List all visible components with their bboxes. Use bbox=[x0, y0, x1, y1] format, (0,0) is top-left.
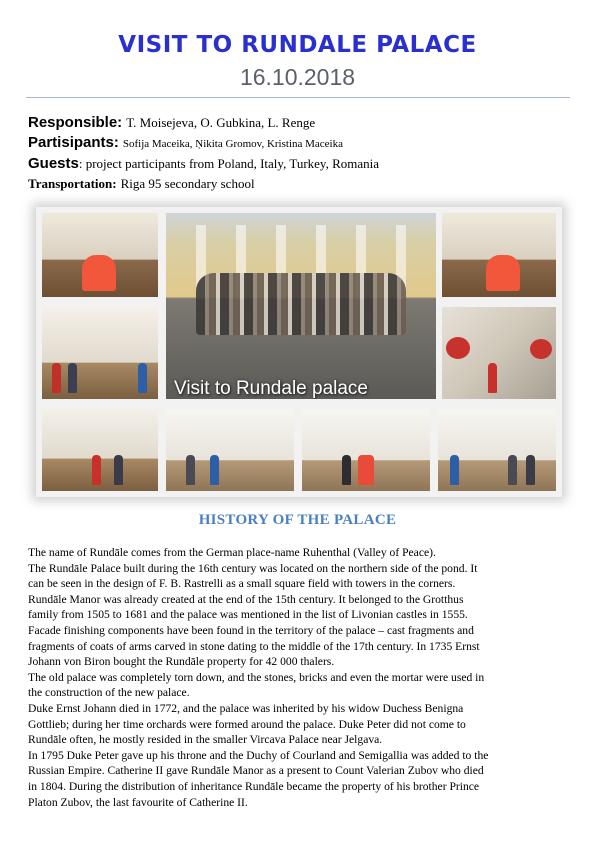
visitor-figure bbox=[450, 455, 459, 485]
photo-dance-hall bbox=[302, 409, 430, 491]
visitor-figure bbox=[508, 455, 517, 485]
history-line: The name of Rundāle comes from the German place-name Ruhenthal (Valley of Peace). bbox=[28, 546, 436, 559]
audience-figure bbox=[138, 363, 147, 393]
history-line: Facade finishing components have been found in the territory of the palace – cast fragments and bbox=[28, 623, 474, 637]
history-line: Platon Zubov, the last favourite of Catherine II. bbox=[28, 795, 248, 809]
photo-hall-seated bbox=[438, 409, 556, 491]
info-block bbox=[28, 113, 573, 194]
history-line: Duke Ernst Johann died in 1772, and the palace was inherited by his widow Duchess Benigna bbox=[28, 701, 464, 715]
photo-group-palace bbox=[166, 213, 436, 399]
photo-collage bbox=[36, 207, 562, 497]
collage-caption: Visit to Rundale palace bbox=[174, 378, 368, 399]
dancer-figure bbox=[342, 455, 351, 485]
history-heading: HISTORY OF THE PALACE bbox=[198, 512, 397, 528]
visitor-figure bbox=[114, 455, 123, 485]
history-line: In 1795 Duke Peter gave up his throne and the Duchy of Courland and Semigallia was added to the bbox=[28, 748, 489, 762]
visitor-figure bbox=[92, 455, 101, 485]
history-line: The old palace was completely torn down, and the stones, bricks and even the mortar were used in bbox=[28, 670, 485, 684]
info-participants bbox=[28, 133, 573, 154]
audience-figure bbox=[52, 363, 61, 393]
photo-white-hall bbox=[166, 409, 294, 491]
history-line: The Rundāle Palace built during the 16th century was located on the northern side of the pond. It bbox=[28, 561, 478, 575]
info-responsible bbox=[28, 113, 573, 133]
header-divider bbox=[26, 97, 570, 98]
participants-value: Sofija Maceika, Ņikita Gromov, Kristina Maceika bbox=[122, 138, 343, 150]
dancer-figure bbox=[486, 255, 520, 291]
history-line: Gottlieb; during her time orchards were formed around the palace. Duke Peter did not come to bbox=[28, 717, 466, 731]
responsible-label: Responsible: bbox=[28, 114, 123, 131]
group-of-people bbox=[196, 273, 406, 335]
photo-hall-visitors bbox=[42, 409, 158, 491]
photo-dancers-right bbox=[442, 213, 556, 297]
history-line: fragments of coats of arms carved in stone dating to the middle of the 17th century. In 1735 Ernst bbox=[28, 639, 480, 653]
history-line: the construction of the new palace. bbox=[28, 686, 190, 700]
dancer-figure bbox=[82, 255, 116, 291]
responsible-value: T. Moisejeva, O. Gubkina, L. Renge bbox=[126, 115, 316, 130]
photo-dancers-left bbox=[42, 213, 158, 297]
history-line: Rundāle Manor was already created at the end of the 15th century. It belonged to the Grotthus bbox=[28, 592, 464, 606]
flower-decoration bbox=[530, 339, 552, 359]
dancer-figure bbox=[358, 455, 374, 485]
page-title: VISIT TO RUNDALE PALACE bbox=[118, 32, 477, 58]
history-line: Russian Empire. Catherine II gave Rundāle Manor as a present to Count Valerian Zubov who died bbox=[28, 764, 484, 778]
history-line: in 1804. During the distribution of inheritance Rundāle became the property of his brother Prince bbox=[28, 779, 480, 793]
history-text bbox=[28, 545, 573, 810]
guests-value: : project participants from Poland, Italy, Turkey, Romania bbox=[78, 156, 380, 171]
history-line: Rundāle often, he mostly resided in the smaller Vircava Palace near Jelgava. bbox=[28, 733, 383, 747]
info-guests bbox=[28, 154, 573, 174]
visitor-figure bbox=[210, 455, 219, 485]
photo-hall-audience bbox=[42, 307, 158, 399]
history-line: Johann von Biron bought the Rundāle property for 42 000 thalers. bbox=[28, 655, 335, 669]
photo-staircase bbox=[442, 307, 556, 399]
visitor-figure bbox=[526, 455, 535, 485]
flower-decoration bbox=[446, 337, 470, 359]
visitor-figure bbox=[488, 363, 497, 393]
participants-label: Partisipants: bbox=[28, 134, 119, 151]
page-date: 16.10.2018 bbox=[239, 64, 356, 90]
history-line: can be seen in the design of F. B. Rastrelli as a small square field with towers in the corners. bbox=[28, 577, 456, 591]
transport-label: Transportation: bbox=[28, 176, 117, 191]
info-transport bbox=[28, 174, 573, 194]
guests-label: Guests bbox=[28, 155, 79, 172]
history-line: family from 1505 to 1681 and the palace was mentioned in the list of Livonian castles in 1555. bbox=[28, 608, 468, 622]
audience-figure bbox=[68, 363, 77, 393]
transport-value: Riga 95 secondary school bbox=[120, 176, 255, 191]
visitor-figure bbox=[186, 455, 195, 485]
